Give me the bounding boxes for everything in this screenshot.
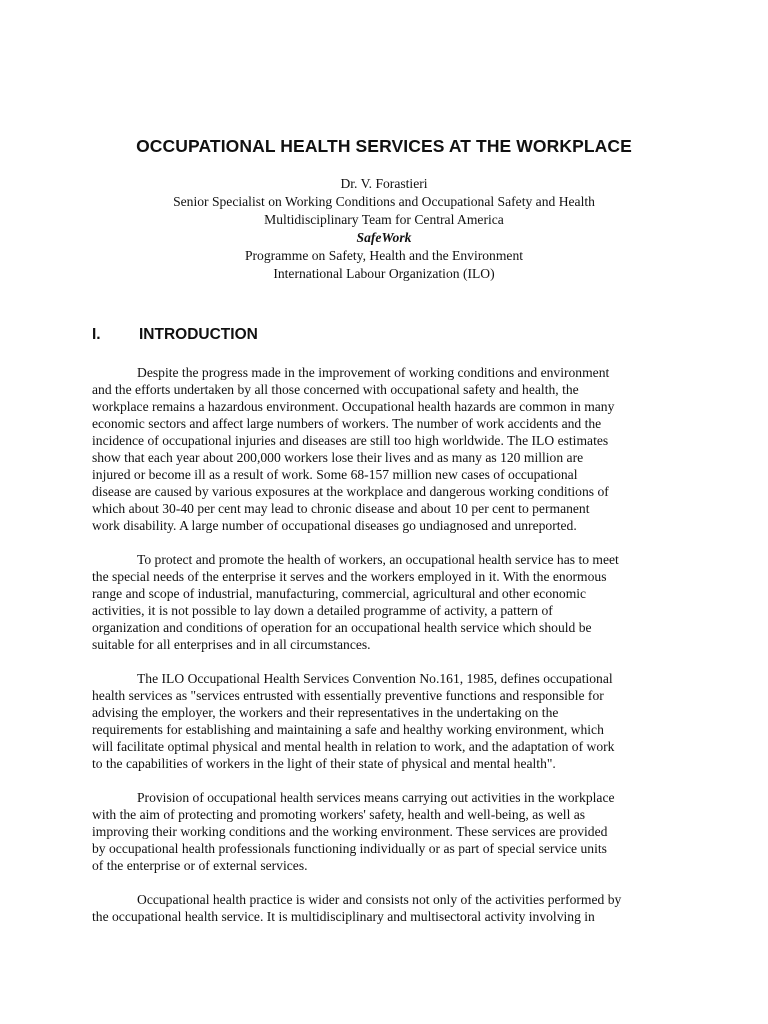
section-title: INTRODUCTION [139,326,258,343]
section-number: I. [92,326,101,343]
author-block [0,175,768,283]
paragraph-line: advising the employer, the workers and their representatives in the undertaking on the [92,705,559,720]
paragraph-line: to the capabilities of workers in the light of their state of physical and mental health". [92,756,556,771]
paragraph-line: improving their working conditions and the working environment. These services are provided [92,824,608,839]
programme-line: Programme on Safety, Health and the Environment [244,248,524,263]
paragraph-line: organization and conditions of operation for an occupational health service which should be [92,620,592,635]
paragraph-line: activities, it is not possible to lay down a detailed programme of activity, a pattern of [92,603,553,618]
paragraph-line: Occupational health practice is wider and consists not only of the activities performed by [137,892,622,907]
paragraph-line: disease are caused by various exposures at the workplace and dangerous working conditions of [92,484,609,499]
paragraph-2 [92,551,692,653]
author-team: Multidisciplinary Team for Central America [264,212,504,227]
paragraph-line: range and scope of industrial, manufacturing, commercial, agricultural and other economic [92,586,587,601]
paragraph-line: economic sectors and affect large numbers of workers. The number of work accidents and the [92,416,602,431]
organization-line: International Labour Organization (ILO) [273,266,495,281]
paragraph-line: health services as "services entrusted with essentially preventive functions and responsible for [92,688,604,703]
paragraph-line: with the aim of protecting and promoting workers' safety, health and well-being, as well as [92,807,586,822]
section-heading [92,326,258,344]
paragraph-line: of the enterprise or of external services. [92,858,308,873]
paragraph-line: incidence of occupational injuries and diseases are still too high worldwide. The ILO estimates [92,433,609,448]
paragraph-line: the special needs of the enterprise it serves and the workers employed in it. With the enormous [92,569,607,584]
author-name: Dr. V. Forastieri [340,176,428,191]
paragraph-line: show that each year about 200,000 workers lose their lives and as many as 120 million are [92,450,584,465]
paragraph-line: requirements for establishing and maintaining a safe and healthy working environment, which [92,722,604,737]
paragraph-line: by occupational health professionals functioning individually or as part of special service units [92,841,607,856]
paragraph-line: which about 30-40 per cent may lead to chronic disease and about 10 per cent to permanent [92,501,590,516]
program-name: SafeWork [356,230,412,245]
paragraph-5 [92,891,692,925]
paragraph-line: Despite the progress made in the improvement of working conditions and environment [137,365,610,380]
paragraph-line: The ILO Occupational Health Services Convention No.161, 1985, defines occupational [137,671,613,686]
paragraph-line: Provision of occupational health services means carrying out activities in the workplace [137,790,615,805]
paragraph-line: suitable for all enterprises and in all circumstances. [92,637,371,652]
paragraph-line: and the efforts undertaken by all those concerned with occupational safety and health, the [92,382,579,397]
paragraph-line: injured or become ill as a result of work. Some 68-157 million new cases of occupational [92,467,578,482]
paragraph-1 [92,364,692,534]
paragraph-line: work disability. A large number of occupational diseases go undiagnosed and unreported. [92,518,577,533]
paragraph-line: workplace remains a hazardous environment. Occupational health hazards are common in many [92,399,615,414]
document-title: OCCUPATIONAL HEALTH SERVICES AT THE WORKPLACE [136,136,632,156]
paragraph-3 [92,670,692,772]
paragraph-4 [92,789,692,874]
paragraph-line: the occupational health service. It is multidisciplinary and multisectoral activity involving in [92,909,595,924]
paragraph-line: To protect and promote the health of workers, an occupational health service has to meet [137,552,619,567]
author-position: Senior Specialist on Working Conditions and Occupational Safety and Health [173,194,595,209]
paragraph-line: will facilitate optimal physical and mental health in relation to work, and the adaptation of work [92,739,615,754]
